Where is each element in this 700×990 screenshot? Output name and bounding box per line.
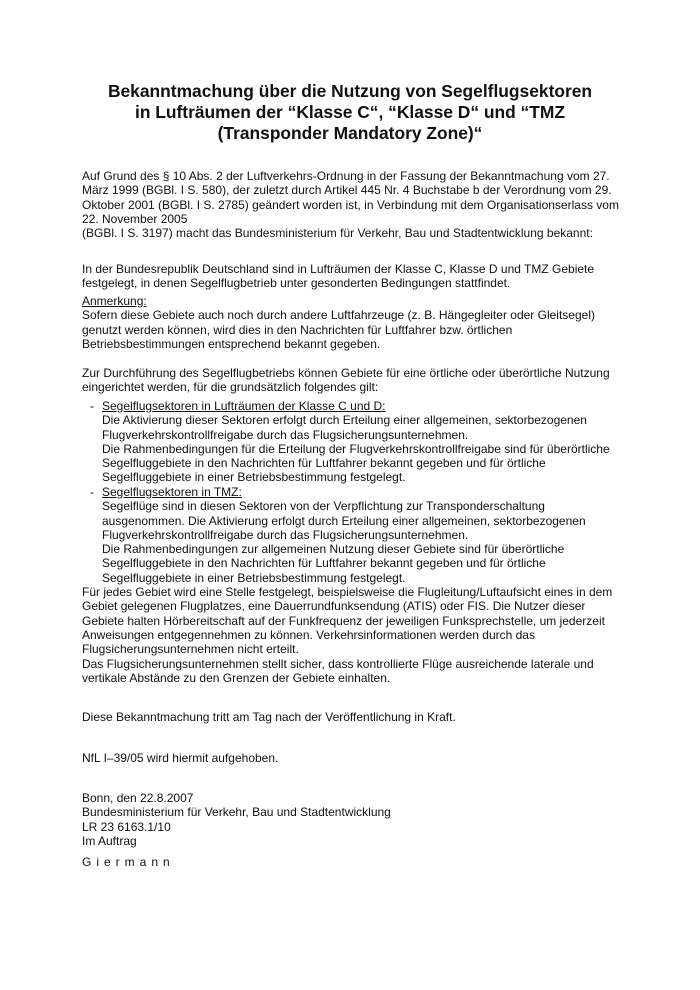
sector-list xyxy=(90,399,630,485)
paragraph-1 xyxy=(82,262,622,291)
intro-text-2: (BGBl. I S. 3197) macht das Bundesministerium für Verkehr, Bau und Stadtentwicklung bekannt: xyxy=(82,226,593,241)
signatory xyxy=(82,855,622,869)
list-item-text: Die Rahmenbedingungen für die Erteilung der Flugverkehrskontrollfreigabe sind für überörtliche Segelfluggebiete in den Nachrichten für Luftfahrer bekannt gegeben und für örtliche Segelfluggebiete in einer Betriebsbestimmung festgelegt. xyxy=(102,441,610,485)
list-item-text: Segelflüge sind in diesen Sektoren von der Verpflichtung zur Transponderschaltung ausgenommen. Die Aktivierung erfolgt durch Erteilung einer allgemeinen, sektorbezogenen Flugverkehrskontrollfreigabe durch das Flugsicherungsunternehmen. xyxy=(102,499,586,542)
note-text: Sofern diese Gebiete auch noch durch andere Luftfahrzeuge (z. B. Hängegleiter oder Gleitsegel) genutzt werden können, wird dies in den Nachrichten für Luftfahrer bzw. örtlichen Betriebsbestimmungen entsprechend bekannt gegeben. xyxy=(82,308,595,351)
sector-list-2 xyxy=(90,485,630,585)
signature-block xyxy=(82,791,622,848)
list-item-text: Die Rahmenbedingungen zur allgemeinen Nutzung dieser Gebiete sind für überörtliche Segelfluggebiete in den Nachrichten für Luftfahrer bekannt gegeben und für örtliche Segelfluggebiete in einer Betriebsbestimmung festgelegt. xyxy=(102,542,565,585)
note-block xyxy=(82,294,622,351)
list-item-heading: Segelflugsektoren in TMZ: xyxy=(102,485,242,499)
list-dash: - xyxy=(90,485,94,499)
paragraph-5-text: Diese Bekanntmachung tritt am Tag nach der Veröffentlichung in Kraft. xyxy=(82,710,456,724)
list-item xyxy=(90,485,630,585)
list-item xyxy=(90,399,630,485)
paragraph-5 xyxy=(82,710,622,724)
place-date: Bonn, den 22.8.2007 xyxy=(82,791,194,805)
signatory-name: Giermann xyxy=(82,855,175,869)
paragraph-4 xyxy=(82,657,622,686)
document-title: Bekanntmachung über die Nutzung von Segelflugsektoren in Lufträumen der “Klasse C“, “Klasse D“ und “TMZ (Transponder Mandatory Zone)“ xyxy=(107,81,593,143)
paragraph-6-text: NfL I–39/05 wird hiermit aufgehoben. xyxy=(82,751,279,765)
list-item-text: Die Aktivierung dieser Sektoren erfolgt durch Erteilung einer allgemeinen, sektorbezogenen Flugverkehrskontrollfreigabe durch das Flugsicherungsunternehmen. xyxy=(102,413,587,442)
by-order: Im Auftrag xyxy=(82,833,137,848)
paragraph-2 xyxy=(82,366,622,395)
reference-number: LR 23 6163.1/10 xyxy=(82,819,171,834)
paragraph-3 xyxy=(82,585,622,656)
intro-block xyxy=(82,169,622,240)
ministry-name: Bundesministerium für Verkehr, Bau und Stadtentwicklung xyxy=(82,805,391,820)
note-label: Anmerkung: xyxy=(82,294,147,308)
paragraph-4-text: Das Flugsicherungsunternehmen stellt sicher, dass kontrollierte Flüge ausreichende laterale und vertikale Abstände zu den Grenzen der Gebiete einhalten. xyxy=(82,657,594,686)
intro-text-1: Auf Grund des § 10 Abs. 2 der Luftverkehrs-Ordnung in der Fassung der Bekanntmachung vom 27. März 1999 (BGBl. I S. 580), der zuletzt durch Artikel 445 Nr. 4 Buchstabe b der Verordnung vom 29. Oktober 2001 (BGBl. I S. 2785) geändert worden ist, in Verbindung mit dem Organisationserlass vom 22. November 2005 xyxy=(82,169,619,226)
paragraph-3-text: Für jedes Gebiet wird eine Stelle festgelegt, beispielsweise die Flugleitung/Luftaufsicht eines in dem Gebiet gelegenen Flugplatzes, eine Dauerrundfunksendung (ATIS) oder FIS. Die Nutzer dieser Gebiete halten Hörbereitschaft auf der Funkfrequenz der jeweiligen Funksprechstelle, um jederzeit Anweisungen entgegennehmen zu können. Verkehrsinformationen werden durch das Flugsicherungsunternehmen nicht erteilt. xyxy=(82,585,613,657)
paragraph-1-text: In der Bundesrepublik Deutschland sind in Lufträumen der Klasse C, Klasse D und TMZ Gebiete festgelegt, in denen Segelflugbetrieb unter gesonderten Bedingungen stattfindet. xyxy=(82,262,595,291)
list-dash: - xyxy=(90,399,94,413)
paragraph-2-text: Zur Durchführung des Segelflugbetriebs können Gebiete für eine örtliche oder überörtliche Nutzung eingerichtet werden, für die grundsätzlich folgendes gilt: xyxy=(82,366,610,395)
paragraph-6 xyxy=(82,751,622,765)
list-item-heading: Segelflugsektoren in Lufträumen der Klasse C und D: xyxy=(102,399,386,413)
